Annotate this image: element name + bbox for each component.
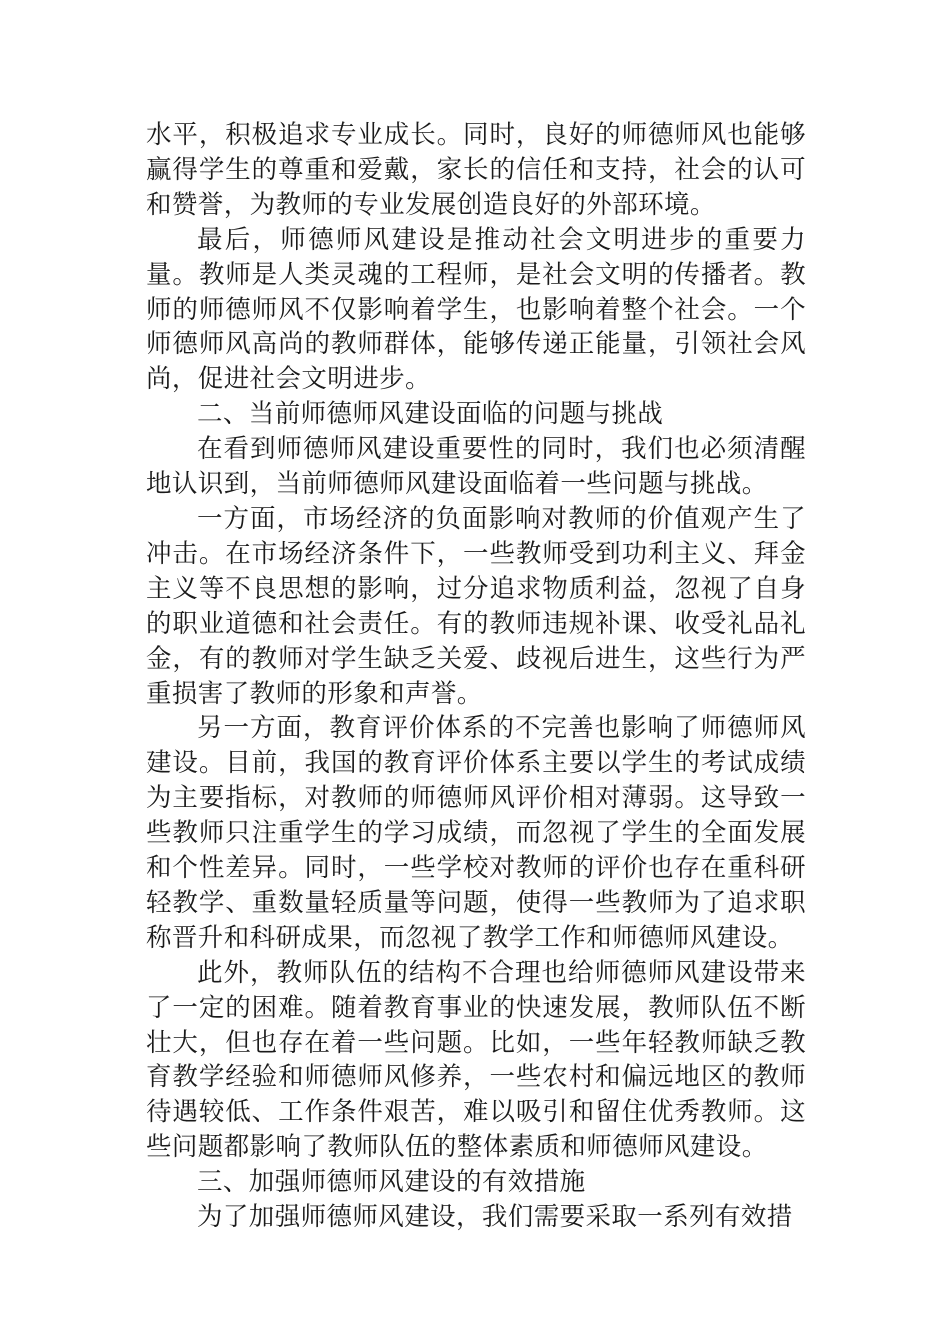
paragraph-market-economy: 一方面，市场经济的负面影响对教师的价值观产生了冲击。在市场经济条件下，一些教师受到功利主义、拜金主义等不良思想的影响，过分追求物质利益，忽视了自身的职业道德和社会责任。有的教师违规补课、收受礼品礼金，有的教师对学生缺乏关爱、歧视后进生，这些行为严重损害了教师的形象和声誉。	[146, 503, 806, 709]
section-heading-measures: 三、加强师德师风建设的有效措施	[197, 1167, 586, 1198]
paragraph-team-structure: 此外，教师队伍的结构不合理也给师德师风建设带来了一定的困难。随着教育事业的快速发展，教师队伍不断壮大，但也存在着一些问题。比如，一些年轻教师缺乏教育教学经验和师德师风修养，一些农村和偏远地区的教师待遇较低、工作条件艰苦，难以吸引和留住优秀教师。这些问题都影响了教师队伍的整体素质和师德师风建设。	[146, 957, 806, 1163]
paragraph-measures-intro: 为了加强师德师风建设，我们需要采取一系列有效措	[197, 1202, 793, 1233]
paragraph-problems-intro: 在看到师德师风建设重要性的同时，我们也必须清醒地认识到，当前师德师风建设面临着一些问题与挑战。	[146, 434, 806, 500]
section-heading-problems: 二、当前师德师风建设面临的问题与挑战	[197, 399, 664, 430]
document-body	[146, 118, 806, 1235]
paragraph-continuation: 水平，积极追求专业成长。同时，良好的师德师风也能够赢得学生的尊重和爱戴，家长的信任和支持，社会的认可和赞誉，为教师的专业发展创造良好的外部环境。	[146, 120, 806, 220]
paragraph-evaluation-system: 另一方面，教育评价体系的不完善也影响了师德师风建设。目前，我国的教育评价体系主要以学生的考试成绩为主要指标，对教师的师德师风评价相对薄弱。这导致一些教师只注重学生的学习成绩，而忽视了学生的全面发展和个性差异。同时，一些学校对教师的评价也存在重科研轻教学、重数量轻质量等问题，使得一些教师为了追求职称晋升和科研成果，而忽视了教学工作和师德师风建设。	[146, 713, 806, 953]
paragraph-social-progress: 最后，师德师风建设是推动社会文明进步的重要力量。教师是人类灵魂的工程师，是社会文明的传播者。教师的师德师风不仅影响着学生，也影响着整个社会。一个师德师风高尚的教师群体，能够传递正能量，引领社会风尚，促进社会文明进步。	[146, 224, 806, 395]
